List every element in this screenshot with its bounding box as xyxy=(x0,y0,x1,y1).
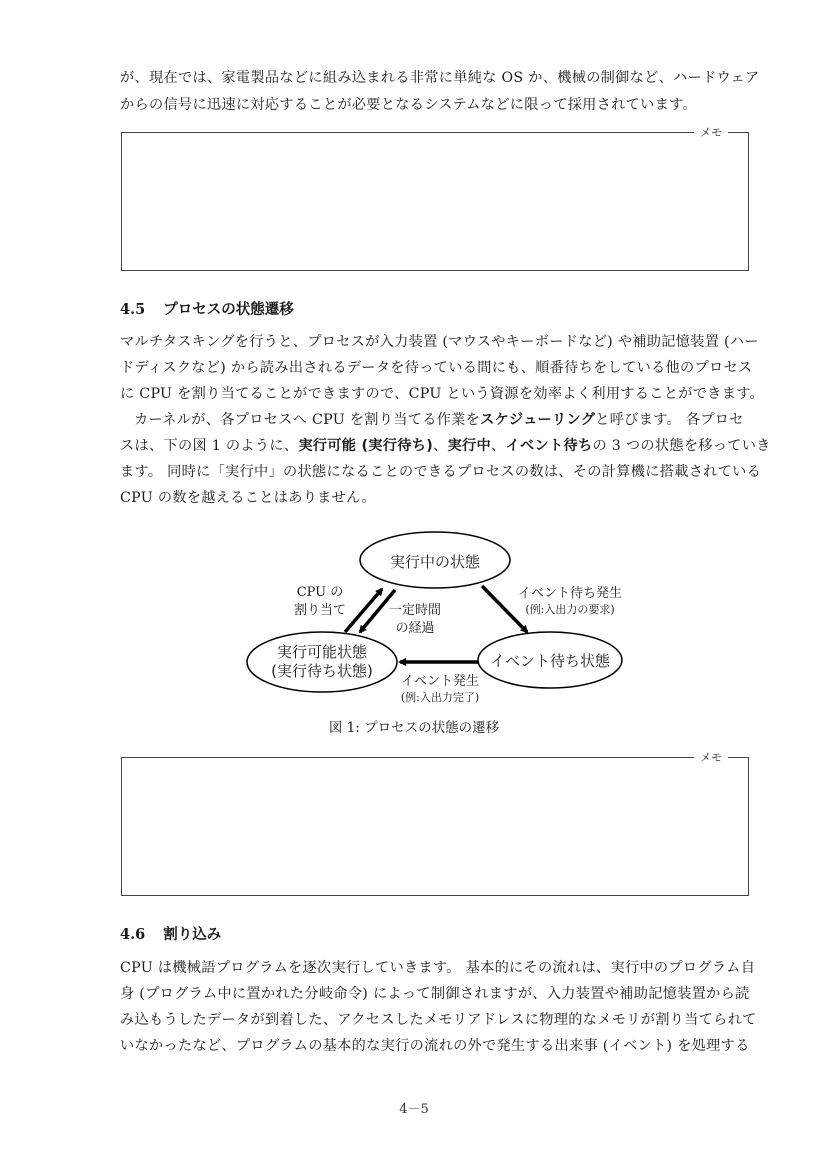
paragraph-line: 身 (プログラム中に置かれた分岐命令) によって制御されますが、入力装置や補助記憶装置から読 xyxy=(120,986,750,1002)
intro-line-2: からの信号に迅速に対応することが必要となるシステムなどに限って採用されています。 xyxy=(120,97,697,113)
term-scheduling: スケジューリング xyxy=(480,412,596,428)
transition-timeout-label-1: 一定時間 xyxy=(388,603,441,618)
transition-timeout-label xyxy=(380,602,450,638)
paragraph-line: ドディスクなど) から読み出されるデータを待っている間にも、順番待ちをしている他のプロセス xyxy=(120,360,753,376)
transition-wait-label-2: (例:入出力の要求) xyxy=(525,603,615,616)
process-state-diagram xyxy=(240,528,640,708)
section-title: プロセスの状態遷移 xyxy=(163,302,294,318)
transition-wakeup-label-1: イベント発生 xyxy=(400,674,479,689)
term-waiting: イベント待ち xyxy=(505,438,593,454)
memo-label: メモ xyxy=(694,124,728,140)
section-title: 割り込み xyxy=(163,927,222,943)
state-ready-label xyxy=(247,643,397,681)
page-number: 4－5 xyxy=(399,1102,429,1117)
state-ready-label-2: (実行待ち状態) xyxy=(271,662,373,680)
paragraph-line: に CPU を割り当てることができますので、CPU という資源を効率よく利用することができます。 xyxy=(120,386,765,402)
text-run: スは、下の図 1 のように、 xyxy=(120,438,299,454)
state-waiting-label: イベント待ち状態 xyxy=(489,652,610,670)
paragraph-line: CPU の数を越えることはありません。 xyxy=(120,490,376,506)
transition-dispatch-label-2: 割り当て xyxy=(293,603,346,618)
transition-dispatch-label xyxy=(280,584,360,620)
memo-label: メモ xyxy=(694,749,728,765)
paragraph-line xyxy=(120,437,771,455)
section-number: 4.5 xyxy=(120,301,146,318)
memo-box-1[interactable] xyxy=(121,126,749,271)
text-run: と呼びます。 各プロセ xyxy=(595,412,744,428)
paragraph-line: み込もうしたデータが到着した、アクセスしたメモリアドレスに物理的なメモリが割り当てられて xyxy=(120,1012,757,1028)
paragraph-line xyxy=(120,411,750,429)
intro-line-1: が、現在では、家電製品などに組み込まれる非常に単純な OS か、機械の制御など、ハードウェア xyxy=(120,70,760,86)
section-heading-4-5 xyxy=(120,298,294,319)
text-run: 、 xyxy=(433,438,448,454)
paragraph-line: CPU は機械語プログラムを逐次実行していきます。 基本的にその流れは、実行中のプログラム自 xyxy=(120,960,756,976)
paragraph-line: ます。 同時に「実行中」の状態になることのできるプロセスの数は、その計算機に搭載されている xyxy=(120,464,762,480)
term-ready: 実行可能 (実行待ち) xyxy=(298,438,434,454)
transition-timeout-label-2: の経過 xyxy=(395,621,435,636)
text-run: の 3 つの状態を移っていき xyxy=(592,438,771,454)
transition-wait-label-1: イベント待ち発生 xyxy=(517,586,622,601)
paragraph-line: マルチタスキングを行うと、プロセスが入力装置 (マウスやキーボードなど) や補助記憶装置 (ハー xyxy=(120,334,759,350)
transition-wakeup-label-2: (例:入出力完了) xyxy=(400,691,480,704)
state-running-label: 実行中の状態 xyxy=(389,553,480,571)
transition-dispatch-label-1: CPU の xyxy=(296,585,344,600)
text-run: 、 xyxy=(491,438,506,454)
paragraph-line: いなかったなど、プログラムの基本的な実行の流れの外で発生する出来事 (イベント) を処理する xyxy=(120,1038,750,1054)
transition-wakeup-label xyxy=(390,674,490,706)
state-ready-label-1: 実行可能状態 xyxy=(276,643,367,661)
term-running: 実行中 xyxy=(447,438,491,454)
section-number: 4.6 xyxy=(120,926,146,943)
figure-caption: 図 1: プロセスの状態の遷移 xyxy=(328,720,500,736)
memo-box-2[interactable] xyxy=(121,751,749,896)
section-heading-4-6 xyxy=(120,923,221,944)
transition-wait-label xyxy=(505,586,635,618)
text-run: カーネルが、各プロセスへ CPU を割り当てる作業を xyxy=(134,412,481,428)
